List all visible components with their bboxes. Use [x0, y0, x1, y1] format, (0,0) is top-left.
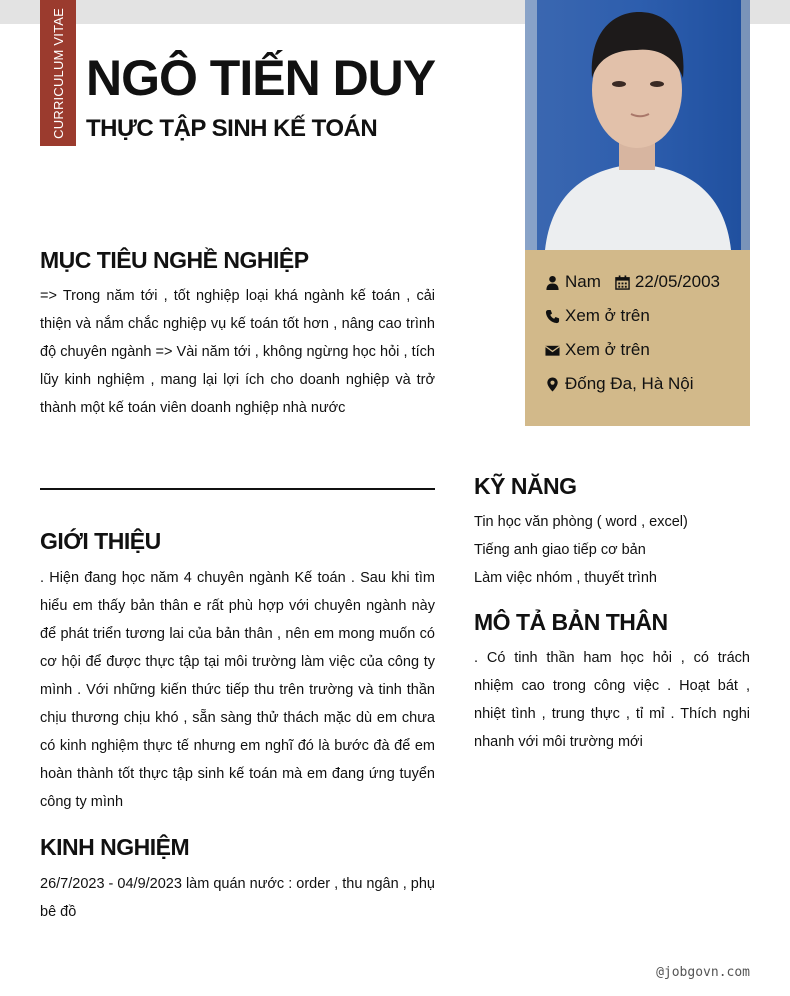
skill-item: Tiếng anh giao tiếp cơ bản [474, 542, 646, 558]
calendar-icon [615, 275, 630, 290]
gender-value: Nam [565, 272, 601, 291]
email-value: Xem ở trên [565, 340, 650, 359]
skills-list [474, 508, 750, 592]
section-divider [40, 488, 435, 490]
person-icon [545, 275, 560, 290]
candidate-name: NGÔ TIẾN DUY [86, 50, 436, 106]
envelope-icon [545, 343, 560, 358]
gender-birthdate-row [545, 271, 720, 293]
skill-item: Làm việc nhóm , thuyết trình [474, 570, 657, 586]
map-pin-icon [545, 377, 560, 392]
experience-text: 26/7/2023 - 04/9/2023 làm quán nước : order , thu ngân , phụ bê đồ [40, 876, 435, 920]
phone-row [545, 305, 650, 327]
birthdate-value: 22/05/2003 [634, 272, 720, 291]
personal-info-box [525, 250, 750, 426]
curriculum-vitae-tag [40, 0, 76, 146]
objective-title: MỤC TIÊU NGHỀ NGHIỆP [40, 247, 309, 273]
objective-text: => Trong năm tới , tốt nghiệp loại khá ngành kế toán , cải thiện và nắm chắc nghiệp vụ kế toán tốt hơn , nâng cao trình độ chuyên ngành => Vài năm tới , không ngừng học hỏi , tích lũy kinh nghiệm , mang lại lợi ích cho doanh nghiệp và trở thành một kế toán viên doanh nghiệp nhà nước [40, 288, 435, 416]
self-description-title: MÔ TẢ BẢN THÂN [474, 609, 668, 635]
profile-photo [525, 0, 750, 250]
skills-title: KỸ NĂNG [474, 473, 577, 499]
skill-item: Tin học văn phòng ( word , excel) [474, 514, 688, 530]
watermark: @jobgovn.com [656, 965, 750, 980]
phone-icon [545, 309, 560, 324]
email-row [545, 339, 650, 361]
introduction-text: . Hiện đang học năm 4 chuyên ngành Kế toán . Sau khi tìm hiểu em thấy bản thân e rất phù hợp với chuyên ngành này để phát triển tương lai của bản thân , nên em mong muốn có cơ hội để được thực tập tại môi trường làm việc của công ty mình . Với những kiến thức tiếp thu trên trường và tinh thần chịu thương chịu khó , sẵn sàng thử thách mặc dù em chưa có kinh nghiệm thực tế nhưng em nghĩ đó là bước đà để em hoàn thành tốt thực tập sinh kế toán mà em đang ứng tuyển công ty mình [40, 570, 435, 810]
curriculum-vitae-label: CURRICULUM VITAE [50, 7, 66, 139]
introduction-title: GIỚI THIỆU [40, 528, 161, 554]
address-row [545, 373, 694, 395]
experience-title: KINH NGHIỆM [40, 834, 190, 860]
address-value: Đống Đa, Hà Nội [565, 374, 694, 393]
phone-value: Xem ở trên [565, 306, 650, 325]
self-description-text: . Có tinh thần ham học hỏi , có trách nhiệm cao trong công việc . Hoạt bát , nhiệt tình , trung thực , tỉ mỉ . Thích nghi nhanh với môi trường mới [474, 650, 750, 750]
candidate-role: THỰC TẬP SINH KẾ TOÁN [86, 115, 378, 142]
